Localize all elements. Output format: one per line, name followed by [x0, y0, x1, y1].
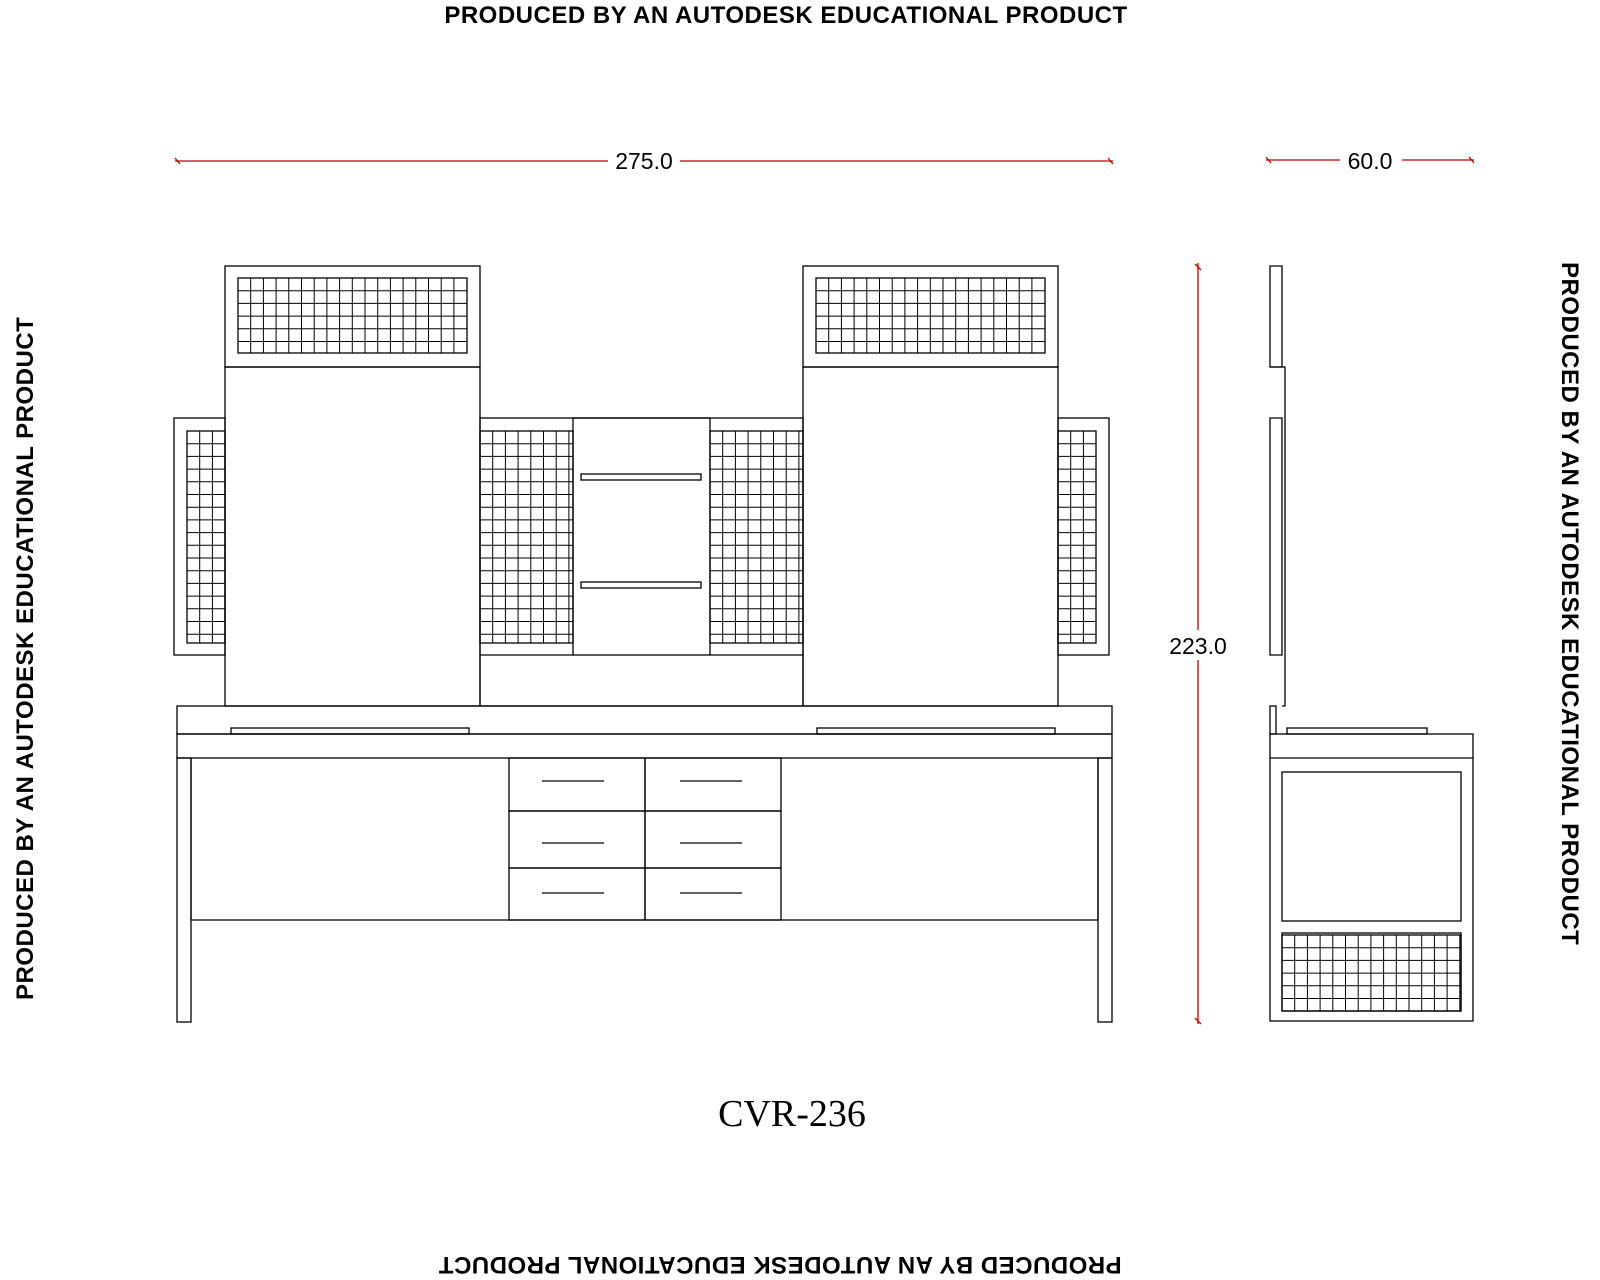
shelf [581, 582, 701, 588]
dimension-width [175, 148, 1113, 174]
right-wing-grille [1058, 431, 1096, 643]
dimension-height [1169, 263, 1227, 1024]
side-door-panel [1282, 772, 1461, 921]
mirror-profile [1270, 266, 1282, 367]
watermark-right: PRODUCED BY AN AUTODESK EDUCATIONAL PRODUCT [1556, 262, 1583, 946]
drawer [645, 868, 781, 920]
dimension-width-label: 275.0 [615, 148, 673, 174]
right-mirror-panel [803, 367, 1058, 706]
drawing-code: CVR-236 [718, 1093, 866, 1135]
drawer [645, 811, 781, 868]
watermark-left: PRODUCED BY AN AUTODESK EDUCATIONAL PRODUCT [12, 316, 39, 1000]
front-elevation [174, 266, 1112, 1022]
left-wing-grille [187, 431, 225, 643]
shelf [581, 474, 701, 480]
side-top-edge [1270, 706, 1276, 734]
center-right-grille [710, 431, 803, 643]
center-shelf-unit [573, 418, 710, 655]
watermark-top: PRODUCED BY AN AUTODESK EDUCATIONAL PRODUCT [444, 2, 1128, 29]
wing-profile [1270, 418, 1282, 655]
right-leg [1098, 758, 1112, 1022]
dimension-height-label: 223.0 [1169, 633, 1227, 659]
drawer [509, 811, 645, 868]
dimension-depth [1266, 148, 1474, 174]
apron [177, 734, 1112, 758]
countertop [177, 706, 1112, 734]
drawer [509, 758, 645, 811]
tray-right [817, 728, 1055, 734]
left-leg [177, 758, 191, 1022]
dimension-depth-label: 60.0 [1347, 148, 1393, 174]
center-left-grille [480, 431, 573, 643]
side-elevation [1270, 266, 1473, 1021]
center-back-panel [480, 418, 803, 706]
watermark-bottom: PRODUCED BY AN AUTODESK EDUCATIONAL PRODUCT [438, 1251, 1122, 1278]
drawer-unit [509, 758, 781, 920]
drawer [645, 758, 781, 811]
drawer [509, 868, 645, 920]
side-tray [1287, 728, 1427, 734]
side-cabinet [1270, 734, 1473, 1021]
left-mirror-panel [225, 367, 480, 706]
tray-left [231, 728, 469, 734]
